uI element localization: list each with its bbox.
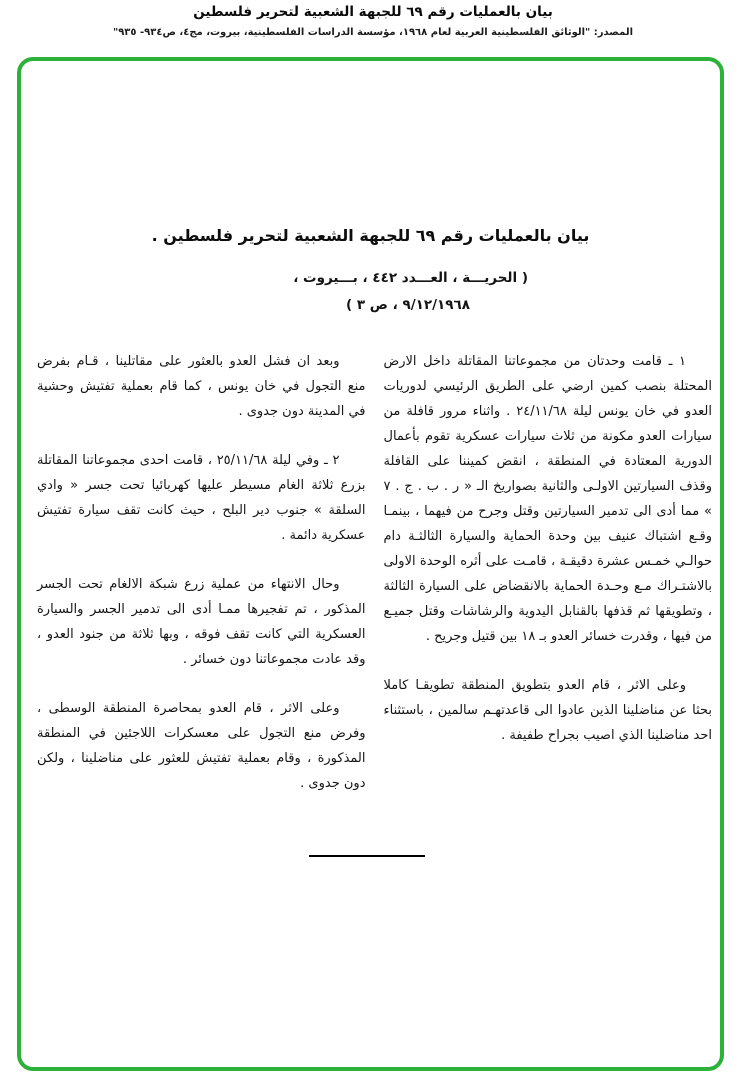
citation-block bbox=[293, 265, 528, 319]
text-columns bbox=[37, 349, 712, 820]
paragraph: ٢ ـ وفي ليلة ٢٥/١١/٦٨ ، قامت احدى مجموعاتنا المقاتلة بزرع ثلاثة الغام مسيطر عليها كهربائيا تحت جسر « وادي السلقة » جنوب دير البلح ، حيث كانت تقف سيارة تفتيش عسكرية دائمة . bbox=[37, 453, 366, 543]
header-source-line: المصدر: "الوثائق الفلسطينية العربية لعام ١٩٦٨، مؤسسة الدراسات الفلسطينية، بيروت، مج٤، ص٩٣٤- ٩٣٥" bbox=[112, 27, 634, 38]
citation-line-1: ( الحريـــة ، العـــدد ٤٤٢ ، بـــيروت ، bbox=[293, 270, 528, 286]
column-right bbox=[384, 349, 713, 820]
page-header bbox=[0, 4, 746, 38]
scan-frame-border bbox=[17, 57, 724, 1071]
paragraph: وعلى الاثر ، قام العدو بتطويق المنطقة تطويقـا كاملا بحثا عن مناضلينا الذين عادوا الى قاعدتهـم سالمين ، باستثناء احد مناضلينا الذي اصيب بجراح طفيفة . bbox=[383, 678, 712, 743]
divider-line bbox=[309, 855, 425, 857]
column-left bbox=[37, 349, 366, 820]
citation-line-2: ٩/١٢/١٩٦٨ ، ص ٣ ) bbox=[345, 297, 470, 313]
document-title: بيان بالعمليات رقم ٦٩ للجبهة الشعبية لتحرير فلسطين . bbox=[151, 226, 590, 245]
paragraph: وعلى الاثر ، قام العدو بمحاصرة المنطقة الوسطى ، وفرض منع التجول على معسكرات اللاجئين في المنطقة المذكورة ، وقام بعملية تفتيش للعثور على مناضلينا ، ولكن دون جدوى . bbox=[37, 701, 366, 791]
document-scan bbox=[21, 61, 720, 1067]
paragraph: ١ ـ قامت وحدتان من مجموعاتنا المقاتلة داخل الارض المحتلة بنصب كمين ارضي على الطريق الرئيسي لدوريات العدو في خان يونس ليلة ٢٤/١١/٦٨ . واثناء مرور قافلة من سيارات العدو مكونة من ثلاث سيارات عسكرية تقوم بأعمال الدورية المعتادة في المنطقة ، انقض كميننا على القافلة وقذف السيارتين الاولـى والثانية بصواريخ الـ « ر . ب . ج . ٧ » مما أدى الى تدمير السيارتين وقتل وجرح من فيهما ، بينمـا وقـع اشتباك عنيف بين وحدة الحماية والسيارة الثالثـة دام حوالـي خمـس عشرة دقيقـة ، قامـت على أثره الوحدة الاولى بالاشتـراك مـع وحـدة الحماية بالانقضاض على السيارة الثالثة ، وتطويقها ثم قذفها بالقنابل اليدوية والرشاشات وقتل جميـع من فيها ، وقدرت خسائر العدو بـ ١٨ بين قتيل وجريح . bbox=[383, 354, 712, 644]
paragraph: وحال الانتهاء من عملية زرع شبكة الالغام تحت الجسر المذكور ، تم تفجيرها ممـا أدى الى تدمير الجسر والسيارة العسكرية التي كانت تقف فوقه ، وبها ثلاثة من جنود العدو ، وقد عادت مجموعاتنا دون خسائر . bbox=[37, 577, 366, 667]
paragraph: وبعد ان فشل العدو بالعثور على مقاتلينا ، قـام بفرض منع التجول في خان يونس ، كما قام بعملية تفتيش وحشية في المدينة دون جدوى . bbox=[37, 354, 366, 419]
header-title: بيان بالعمليات رقم ٦٩ للجبهة الشعبية لتحرير فلسطين bbox=[193, 4, 553, 20]
